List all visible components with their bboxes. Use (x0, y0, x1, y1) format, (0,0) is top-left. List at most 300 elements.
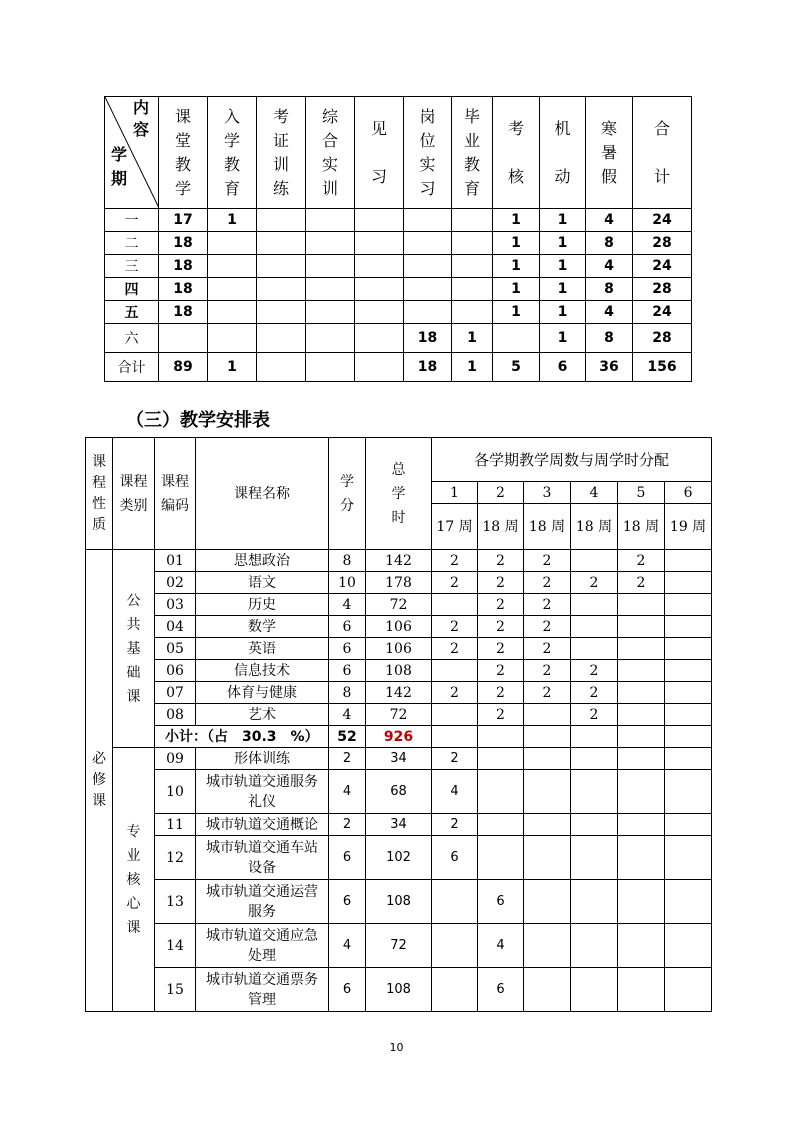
term-weeks-table (104, 96, 692, 382)
table1-cell (306, 209, 355, 232)
table1-cell: 1 (452, 353, 493, 382)
course-hours: 106 (366, 616, 432, 638)
header-hours: 总学时 (366, 438, 432, 550)
course-credit: 8 (329, 550, 366, 572)
table1-cell: 8 (586, 278, 633, 301)
course-name: 思想政治 (196, 550, 329, 572)
weekly-hours: 4 (478, 924, 524, 968)
table1-cell: 4 (586, 301, 633, 324)
table1-header-label: 课堂教学 (175, 106, 192, 198)
table1-header-2 (208, 97, 257, 209)
course-code: 04 (155, 616, 196, 638)
weekly-hours (665, 814, 712, 836)
weekly-hours: 2 (478, 682, 524, 704)
section-title: （三）教学安排表 (126, 410, 270, 431)
weekly-hours (571, 770, 618, 814)
table1-cell (257, 301, 306, 324)
weekly-hours (524, 748, 571, 770)
weekly-hours: 2 (478, 594, 524, 616)
term-number: 4 (571, 482, 618, 504)
course-name: 信息技术 (196, 660, 329, 682)
weekly-hours: 2 (571, 660, 618, 682)
weekly-hours (432, 726, 478, 748)
course-credit: 8 (329, 682, 366, 704)
weekly-hours (618, 726, 665, 748)
table1-cell: 18 (159, 301, 208, 324)
table1-cell (257, 353, 306, 382)
weekly-hours (618, 924, 665, 968)
course-code: 06 (155, 660, 196, 682)
weekly-hours: 2 (571, 572, 618, 594)
weekly-hours (524, 880, 571, 924)
course-credit: 10 (329, 572, 366, 594)
weekly-hours (478, 836, 524, 880)
table1-header-5 (355, 97, 404, 209)
table1-cell (306, 278, 355, 301)
term-label: 六 (105, 324, 159, 353)
table1-cell: 156 (633, 353, 692, 382)
weekly-hours (665, 660, 712, 682)
weekly-hours: 2 (432, 616, 478, 638)
weekly-hours (432, 660, 478, 682)
weekly-hours: 2 (524, 682, 571, 704)
course-hours: 72 (366, 704, 432, 726)
term-number: 3 (524, 482, 571, 504)
table1-cell: 17 (159, 209, 208, 232)
course-code: 15 (155, 968, 196, 1012)
weekly-hours (571, 880, 618, 924)
subtotal-credit: 52 (329, 726, 366, 748)
table1-cell (355, 324, 404, 353)
table1-cell (159, 324, 208, 353)
table1-row (105, 255, 692, 278)
weekly-hours (524, 704, 571, 726)
header-name: 课程名称 (196, 438, 329, 550)
table1-header-label: 考核 (508, 118, 525, 186)
course-hours: 108 (366, 968, 432, 1012)
course-hours: 72 (366, 594, 432, 616)
table1-cell: 28 (633, 232, 692, 255)
weekly-hours (618, 814, 665, 836)
table1-cell (208, 324, 257, 353)
table1-cell: 1 (493, 301, 540, 324)
weekly-hours (665, 924, 712, 968)
weekly-hours (432, 924, 478, 968)
table1-cell: 4 (586, 255, 633, 278)
table1-cell (257, 278, 306, 301)
weekly-hours (618, 704, 665, 726)
weekly-hours: 2 (432, 682, 478, 704)
course-hours: 142 (366, 550, 432, 572)
table1-row (105, 324, 692, 353)
weekly-hours (665, 616, 712, 638)
course-name: 城市轨道交通应急处理 (196, 924, 329, 968)
weekly-hours: 2 (618, 572, 665, 594)
subtotal-label: 小计：（占 30.3 %） (155, 726, 329, 748)
course-credit: 4 (329, 704, 366, 726)
table1-cell (493, 324, 540, 353)
table1-cell: 1 (540, 209, 586, 232)
course-credit: 4 (329, 770, 366, 814)
weekly-hours (665, 682, 712, 704)
page-number: 10 (389, 1041, 404, 1054)
table1-cell: 1 (540, 301, 586, 324)
table1-cell: 18 (159, 255, 208, 278)
table1-cell: 1 (493, 278, 540, 301)
category-public: 公共基础课 (113, 550, 155, 748)
weekly-hours (618, 836, 665, 880)
table1-row (105, 353, 692, 382)
table1-cell: 5 (493, 353, 540, 382)
course-row (86, 638, 712, 660)
weekly-hours: 2 (524, 594, 571, 616)
table1-cell (208, 255, 257, 278)
weekly-hours (571, 924, 618, 968)
table1-cell (355, 232, 404, 255)
table1-cell: 4 (586, 209, 633, 232)
weekly-hours: 2 (478, 550, 524, 572)
weekly-hours: 6 (478, 880, 524, 924)
course-row (86, 924, 712, 968)
course-hours: 178 (366, 572, 432, 594)
course-name: 形体训练 (196, 748, 329, 770)
weekly-hours (524, 726, 571, 748)
weekly-hours: 2 (524, 550, 571, 572)
table1-cell: 18 (159, 232, 208, 255)
table1-header-6 (404, 97, 452, 209)
weekly-hours: 2 (432, 814, 478, 836)
weekly-hours: 2 (478, 704, 524, 726)
table1-header-label: 寒暑假 (601, 118, 618, 186)
course-name: 体育与健康 (196, 682, 329, 704)
course-credit: 2 (329, 814, 366, 836)
table1-cell (208, 278, 257, 301)
weekly-hours (665, 726, 712, 748)
course-name: 城市轨道交通运营服务 (196, 880, 329, 924)
table1-cell (404, 232, 452, 255)
weekly-hours (432, 594, 478, 616)
course-credit: 6 (329, 616, 366, 638)
weekly-hours (618, 968, 665, 1012)
weekly-hours (618, 770, 665, 814)
table1-cell: 1 (208, 209, 257, 232)
course-row (86, 660, 712, 682)
term-number: 5 (618, 482, 665, 504)
teaching-schedule-table (85, 437, 712, 1012)
weekly-hours (618, 880, 665, 924)
table1-cell (355, 209, 404, 232)
weekly-hours: 2 (571, 682, 618, 704)
course-name: 城市轨道交通概论 (196, 814, 329, 836)
weekly-hours (618, 594, 665, 616)
weekly-hours (665, 880, 712, 924)
course-credit: 2 (329, 748, 366, 770)
header-credit: 学分 (329, 438, 366, 550)
weekly-hours (524, 770, 571, 814)
course-code: 08 (155, 704, 196, 726)
course-credit: 6 (329, 638, 366, 660)
weekly-hours: 2 (478, 616, 524, 638)
weekly-hours: 2 (478, 572, 524, 594)
table1-cell (452, 301, 493, 324)
weekly-hours (571, 726, 618, 748)
nature-cell: 必修课 (86, 550, 113, 1012)
weekly-hours: 2 (571, 704, 618, 726)
term-number: 6 (665, 482, 712, 504)
table1-header-8 (493, 97, 540, 209)
weekly-hours (665, 704, 712, 726)
course-code: 14 (155, 924, 196, 968)
weekly-hours: 2 (478, 638, 524, 660)
course-credit: 6 (329, 836, 366, 880)
course-name: 数学 (196, 616, 329, 638)
corner-bottom-label: 学期 (111, 145, 128, 188)
table1-cell (257, 255, 306, 278)
weekly-hours (665, 550, 712, 572)
course-row (86, 770, 712, 814)
course-row (86, 550, 712, 572)
course-code: 13 (155, 880, 196, 924)
table1-cell: 8 (586, 324, 633, 353)
weekly-hours (432, 968, 478, 1012)
table1-row (105, 301, 692, 324)
course-code: 09 (155, 748, 196, 770)
course-hours: 102 (366, 836, 432, 880)
weekly-hours: 2 (432, 550, 478, 572)
course-credit: 4 (329, 594, 366, 616)
weekly-hours (571, 836, 618, 880)
table1-row (105, 278, 692, 301)
course-row (86, 572, 712, 594)
table1-cell (306, 301, 355, 324)
table1-cell (355, 353, 404, 382)
table1-cell (355, 301, 404, 324)
weekly-hours (571, 594, 618, 616)
weekly-hours: 6 (432, 836, 478, 880)
table1-header-label: 合计 (654, 118, 671, 186)
weekly-hours: 4 (432, 770, 478, 814)
table1-cell (452, 278, 493, 301)
table1-cell (355, 278, 404, 301)
header-nature: 课程性质 (86, 438, 113, 550)
weekly-hours (618, 660, 665, 682)
weekly-hours (618, 616, 665, 638)
table1-cell: 6 (540, 353, 586, 382)
weekly-hours (524, 924, 571, 968)
course-name: 英语 (196, 638, 329, 660)
table1-cell (452, 232, 493, 255)
course-credit: 6 (329, 660, 366, 682)
weekly-hours: 2 (618, 550, 665, 572)
corner-top-label: 内容 (133, 98, 150, 139)
subtotal-hours: 926 (366, 726, 432, 748)
table1-header-label: 岗位实习 (419, 106, 436, 198)
table1-cell: 36 (586, 353, 633, 382)
course-code: 03 (155, 594, 196, 616)
table1-cell: 28 (633, 324, 692, 353)
subtotal-row (86, 726, 712, 748)
weekly-hours (571, 968, 618, 1012)
course-row (86, 616, 712, 638)
weekly-hours (665, 836, 712, 880)
weekly-hours (478, 748, 524, 770)
table1-cell: 1 (540, 255, 586, 278)
table1-cell (306, 255, 355, 278)
course-hours: 108 (366, 880, 432, 924)
course-hours: 142 (366, 682, 432, 704)
term-weeks: 18 周 (478, 504, 524, 550)
table1-cell (404, 255, 452, 278)
weekly-hours (665, 572, 712, 594)
table1-cell (404, 209, 452, 232)
weekly-hours (571, 814, 618, 836)
table1-cell (208, 232, 257, 255)
table1-cell (355, 255, 404, 278)
weekly-hours (432, 704, 478, 726)
weekly-hours (665, 770, 712, 814)
course-name: 语文 (196, 572, 329, 594)
table1-cell: 24 (633, 209, 692, 232)
course-code: 05 (155, 638, 196, 660)
table1-cell: 24 (633, 255, 692, 278)
course-row (86, 836, 712, 880)
course-code: 07 (155, 682, 196, 704)
table1-header-1 (159, 97, 208, 209)
table1-header-label: 见习 (371, 118, 388, 186)
table1-cell: 1 (452, 324, 493, 353)
table1-header-11 (633, 97, 692, 209)
weekly-hours (478, 770, 524, 814)
table1-header-9 (540, 97, 586, 209)
weekly-hours: 2 (478, 660, 524, 682)
term-label: 合计 (105, 353, 159, 382)
weekly-hours (665, 594, 712, 616)
term-label: 五 (105, 301, 159, 324)
term-label: 三 (105, 255, 159, 278)
table1-cell (306, 324, 355, 353)
table1-row (105, 232, 692, 255)
header-code: 课程编码 (155, 438, 196, 550)
course-code: 02 (155, 572, 196, 594)
term-weeks: 19 周 (665, 504, 712, 550)
table1-header-label: 考证训练 (273, 106, 290, 198)
course-row (86, 968, 712, 1012)
table1-header-4 (306, 97, 355, 209)
term-number: 2 (478, 482, 524, 504)
weekly-hours (524, 968, 571, 1012)
category-core: 专业核心课 (113, 748, 155, 1012)
weekly-hours: 2 (432, 638, 478, 660)
course-hours: 72 (366, 924, 432, 968)
weekly-hours (571, 616, 618, 638)
course-credit: 6 (329, 880, 366, 924)
weekly-hours (524, 814, 571, 836)
course-name: 城市轨道交通车站设备 (196, 836, 329, 880)
table1-cell (452, 255, 493, 278)
weekly-hours (618, 748, 665, 770)
table1-cell (306, 353, 355, 382)
weekly-hours (665, 638, 712, 660)
table1-cell: 89 (159, 353, 208, 382)
course-name: 艺术 (196, 704, 329, 726)
table1-cell: 8 (586, 232, 633, 255)
course-row (86, 704, 712, 726)
table1-cell: 18 (404, 353, 452, 382)
table1-cell: 1 (493, 209, 540, 232)
table1-header-label: 入学教育 (224, 106, 241, 198)
table1-cell: 1 (493, 232, 540, 255)
course-credit: 6 (329, 968, 366, 1012)
course-code: 12 (155, 836, 196, 880)
table1-cell (306, 232, 355, 255)
table1-header-3 (257, 97, 306, 209)
weekly-hours (432, 880, 478, 924)
course-code: 10 (155, 770, 196, 814)
course-row (86, 594, 712, 616)
term-weeks: 18 周 (571, 504, 618, 550)
table1-cell (257, 232, 306, 255)
table1-header-label: 综合实训 (322, 106, 339, 198)
course-hours: 68 (366, 770, 432, 814)
table1-cell: 28 (633, 278, 692, 301)
table1-cell: 18 (159, 278, 208, 301)
table1-row (105, 209, 692, 232)
course-name: 历史 (196, 594, 329, 616)
course-row (86, 814, 712, 836)
table1-cell (208, 301, 257, 324)
course-row (86, 880, 712, 924)
table1-header-label: 机动 (554, 118, 571, 186)
weekly-hours (618, 638, 665, 660)
weekly-hours: 2 (524, 572, 571, 594)
weekly-hours: 2 (432, 748, 478, 770)
term-number: 1 (432, 482, 478, 504)
term-weeks: 18 周 (618, 504, 665, 550)
table1-cell: 1 (540, 278, 586, 301)
table1-cell (257, 324, 306, 353)
term-label: 四 (105, 278, 159, 301)
header-category: 课程类别 (113, 438, 155, 550)
course-row (86, 682, 712, 704)
table1-cell (404, 278, 452, 301)
table1-cell (452, 209, 493, 232)
table2-header-row (86, 438, 712, 482)
table1-cell (257, 209, 306, 232)
weekly-hours (571, 748, 618, 770)
table1-header-row (105, 97, 692, 209)
course-hours: 34 (366, 814, 432, 836)
course-name: 城市轨道交通服务礼仪 (196, 770, 329, 814)
table1-cell: 1 (540, 324, 586, 353)
weekly-hours (571, 550, 618, 572)
table1-cell: 18 (404, 324, 452, 353)
course-credit: 4 (329, 924, 366, 968)
course-code: 11 (155, 814, 196, 836)
term-weeks: 17 周 (432, 504, 478, 550)
term-weeks: 18 周 (524, 504, 571, 550)
table1-corner-cell (105, 97, 159, 209)
table1-cell: 1 (208, 353, 257, 382)
weekly-hours (618, 682, 665, 704)
term-label: 二 (105, 232, 159, 255)
course-hours: 106 (366, 638, 432, 660)
course-name: 城市轨道交通票务管理 (196, 968, 329, 1012)
course-hours: 108 (366, 660, 432, 682)
weekly-hours (571, 638, 618, 660)
course-row (86, 748, 712, 770)
term-label: 一 (105, 209, 159, 232)
weekly-hours (478, 726, 524, 748)
